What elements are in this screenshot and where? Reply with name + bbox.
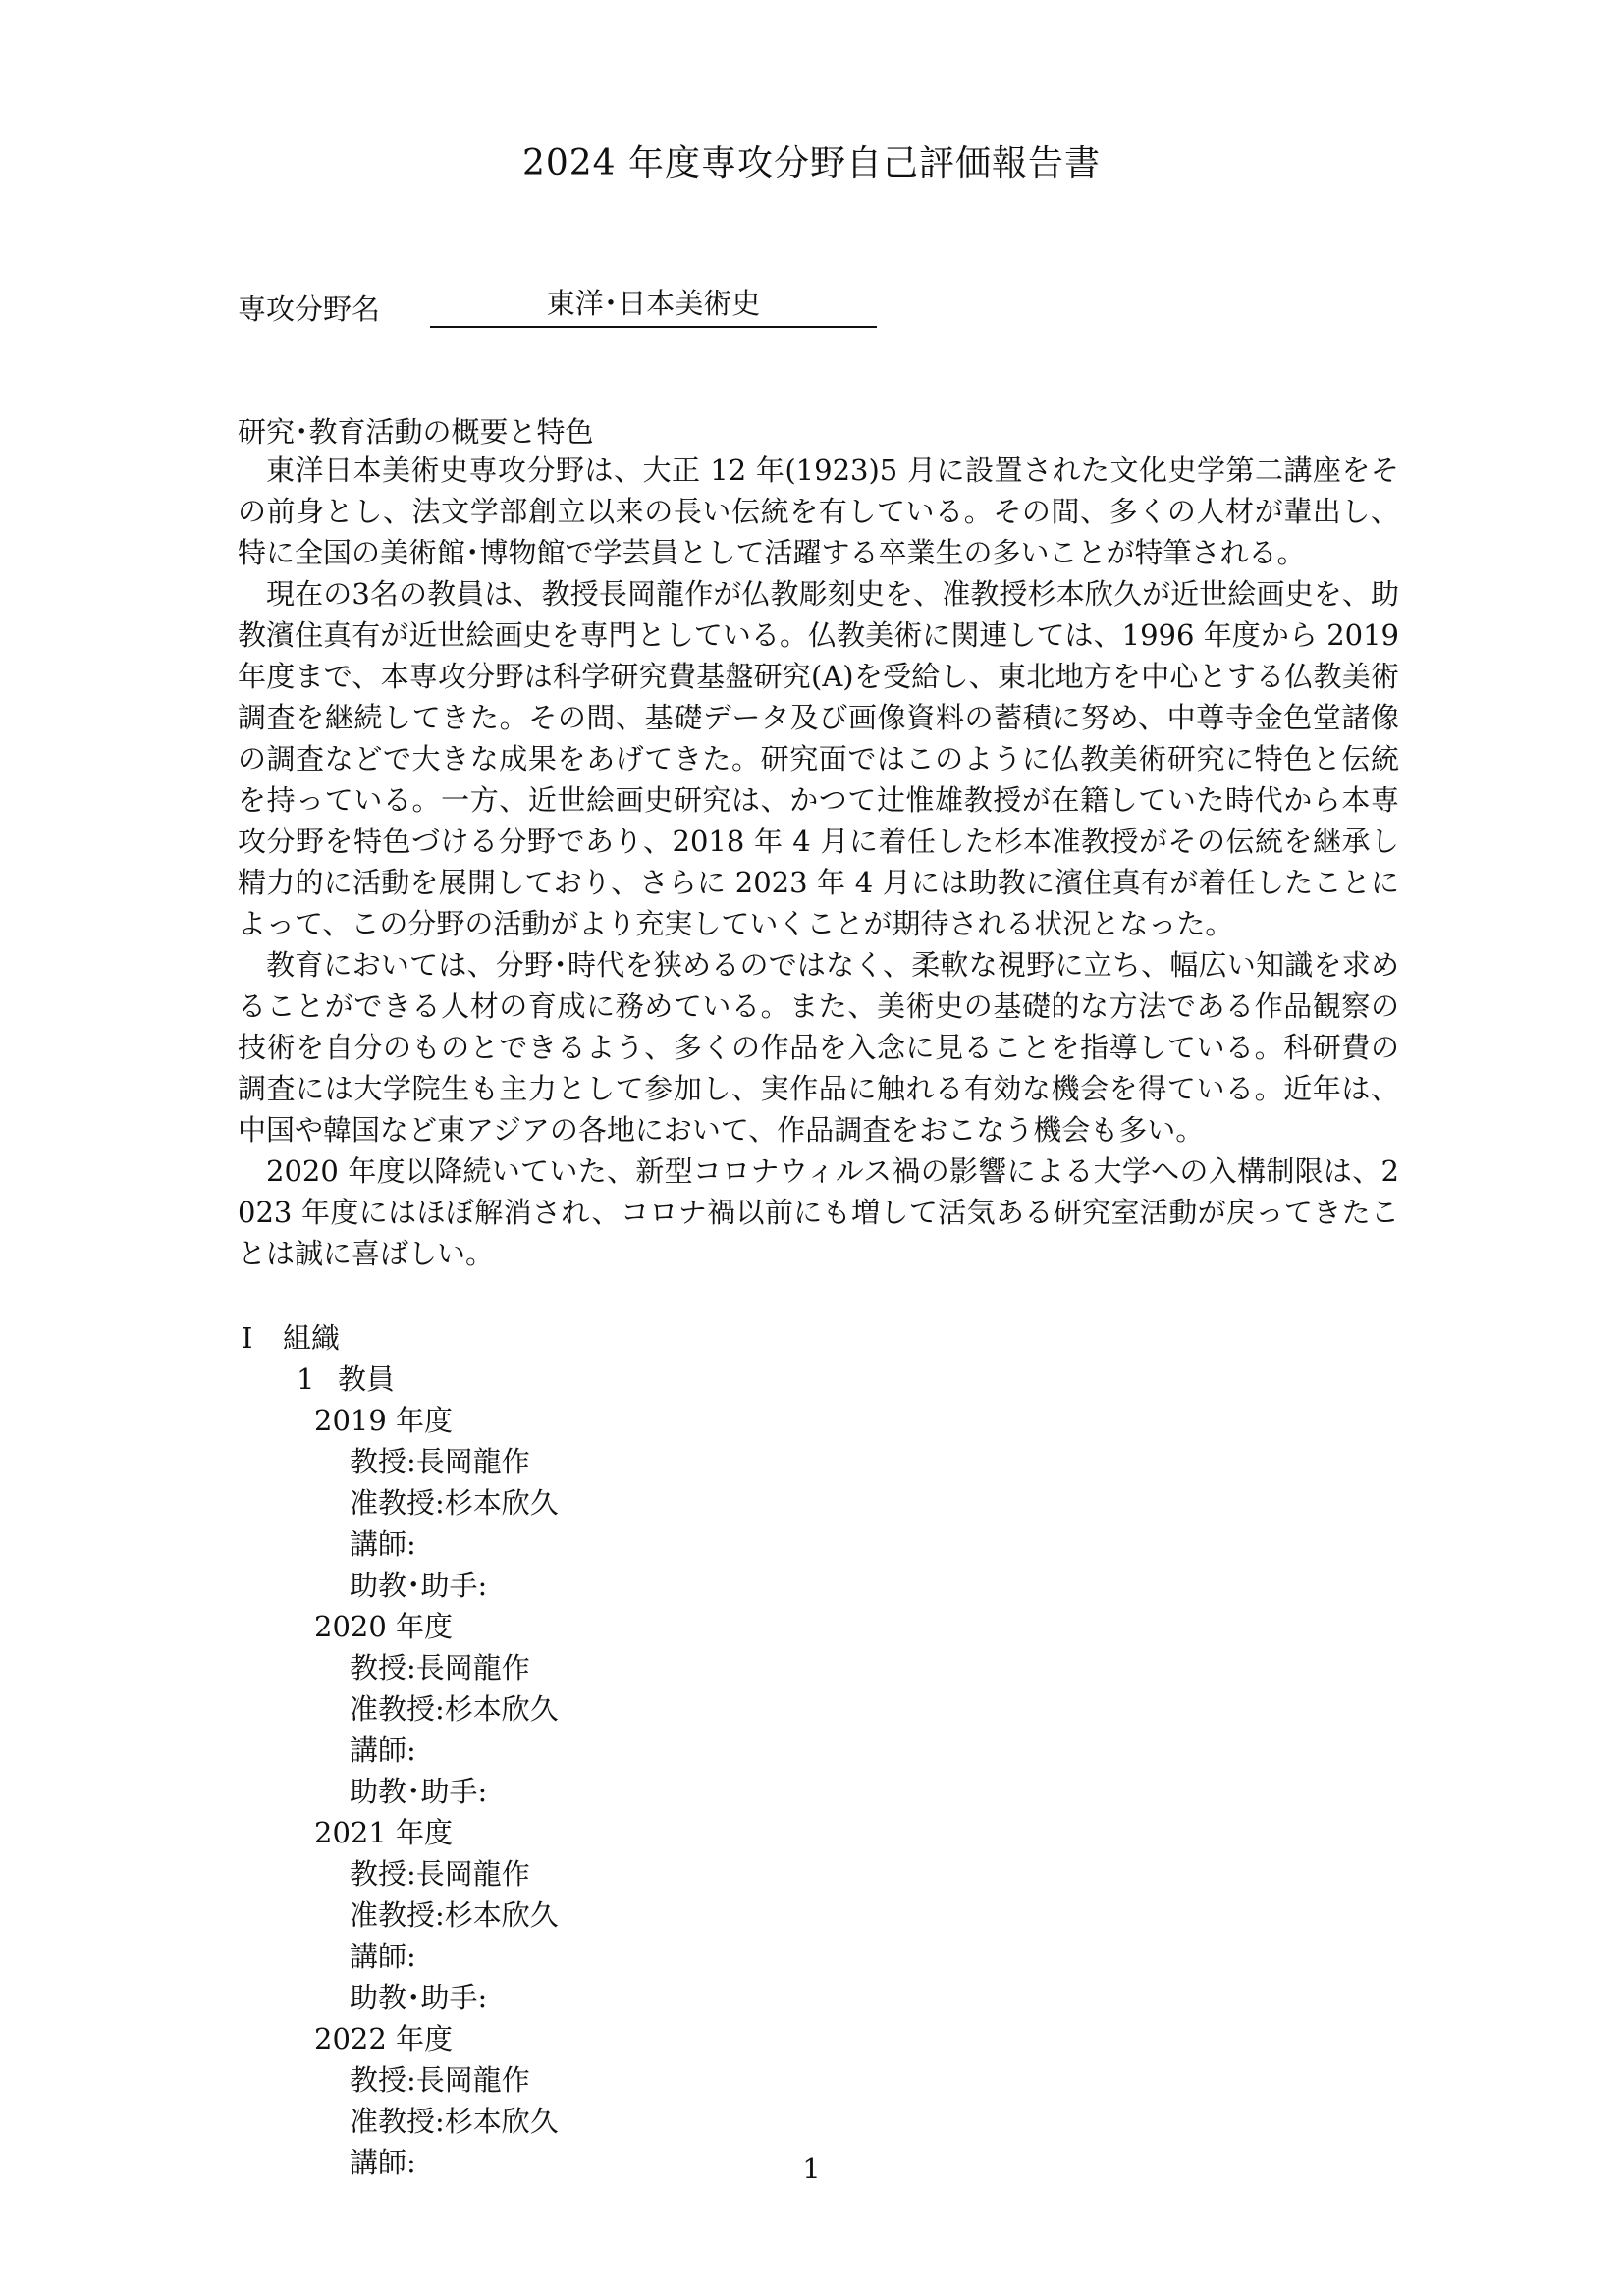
year-block-2020 xyxy=(242,1606,559,1812)
organization-section xyxy=(242,1317,559,2183)
section-label: 組織 xyxy=(283,1321,341,1355)
paragraph: 2020 年度以降続いていた、新型コロナウィルス禍の影響による大学への入構制限は、2023 年度にはほぼ解消され、コロナ禍以前にも増して活気ある研究室活動が戻ってきたことは誠に喜ばしい。 xyxy=(238,1154,1399,1270)
overview-body xyxy=(238,450,1399,1274)
subsection-label: 教員 xyxy=(338,1362,396,1396)
paragraph: 東洋日本美術史専攻分野は、大正 12 年(1923)5 月に設置された文化史学第二講座をその前身とし、法文学部創立以来の長い伝統を有している。その間、多くの人材が輩出し、特に全国の美術館･博物館で学芸員として活躍する卒業生の多いことが特筆される。 xyxy=(238,454,1399,569)
organization-heading xyxy=(242,1317,559,1359)
role-entry: 教授:長岡龍作 xyxy=(350,1857,530,1891)
role-entry: 准教授:杉本欣久 xyxy=(350,1486,559,1520)
document-title: 2024 年度専攻分野自己評価報告書 xyxy=(521,143,1102,184)
faculty-heading xyxy=(242,1359,559,1400)
year-label: 2020 年度 xyxy=(314,1610,454,1643)
year-label: 2022 年度 xyxy=(314,2022,454,2056)
page-number: 1 xyxy=(802,2152,821,2185)
year-label: 2019 年度 xyxy=(314,1404,454,1437)
subsection-number: 1 xyxy=(297,1362,315,1396)
role-entry: 講師: xyxy=(350,2146,416,2179)
role-entry: 教授:長岡龍作 xyxy=(350,1651,530,1684)
role-entry: 准教授:杉本欣久 xyxy=(350,2105,559,2138)
paragraph: 現在の3名の教員は、教授長岡龍作が仏教彫刻史を、准教授杉本欣久が近世絵画史を、助教濱住真有が近世絵画史を専門としている。仏教美術に関連しては、1996 年度から 2019 年度まで、本専攻分野は科学研究費基盤研究(A)を受給し、東北地方を中心とする仏教美術調査を継続してきた。その間、基礎データ及び画像資料の蓄積に努め、中尊寺金色堂諸像の調査などで大きな成果をあげてきた。研究面ではこのように仏教美術研究に特色と伝統を持っている。一方、近世絵画史研究は、かつて辻惟雄教授が在籍していた時代から本専攻分野を特色づける分野であり、2018 年 4 月に着任した杉本准教授がその伝統を継承し精力的に活動を展開しており、さらに 2023 年 4 月には助教に濱住真有が着任したことによって、この分野の活動がより充実していくことが期待される状況となった。 xyxy=(238,577,1399,940)
year-block-2021 xyxy=(242,1812,559,2018)
role-entry: 准教授:杉本欣久 xyxy=(350,1898,559,1932)
year-block-2019 xyxy=(242,1400,559,1606)
role-entry: 教授:長岡龍作 xyxy=(350,1445,530,1478)
role-entry: 助教･助手: xyxy=(350,1569,488,1602)
major-field-value: 東洋･日本美術史 xyxy=(430,282,877,328)
overview-heading: 研究･教育活動の概要と特色 xyxy=(238,415,594,449)
paragraph: 教育においては、分野･時代を狭めるのではなく、柔軟な視野に立ち、幅広い知識を求めることができる人材の育成に務めている。また、美術史の基礎的な方法である作品観察の技術を自分のものとできるよう、多くの作品を入念に見ることを指導している。科研費の調査には大学院生も主力として参加し、実作品に触れる有効な機会を得ている。近年は、中国や韓国など東アジアの各地において、作品調査をおこなう機会も多い。 xyxy=(238,948,1399,1147)
year-label: 2021 年度 xyxy=(314,1816,454,1849)
role-entry: 助教･助手: xyxy=(350,1981,488,2014)
role-entry: 講師: xyxy=(350,1940,416,1973)
role-entry: 准教授:杉本欣久 xyxy=(350,1692,559,1726)
role-entry: 講師: xyxy=(350,1527,416,1561)
major-field-label: 専攻分野名 xyxy=(238,293,381,326)
role-entry: 講師: xyxy=(350,1734,416,1767)
role-entry: 教授:長岡龍作 xyxy=(350,2063,530,2097)
role-entry: 助教･助手: xyxy=(350,1775,488,1808)
major-field-row xyxy=(238,282,877,328)
section-number: Ⅰ xyxy=(242,1321,253,1355)
